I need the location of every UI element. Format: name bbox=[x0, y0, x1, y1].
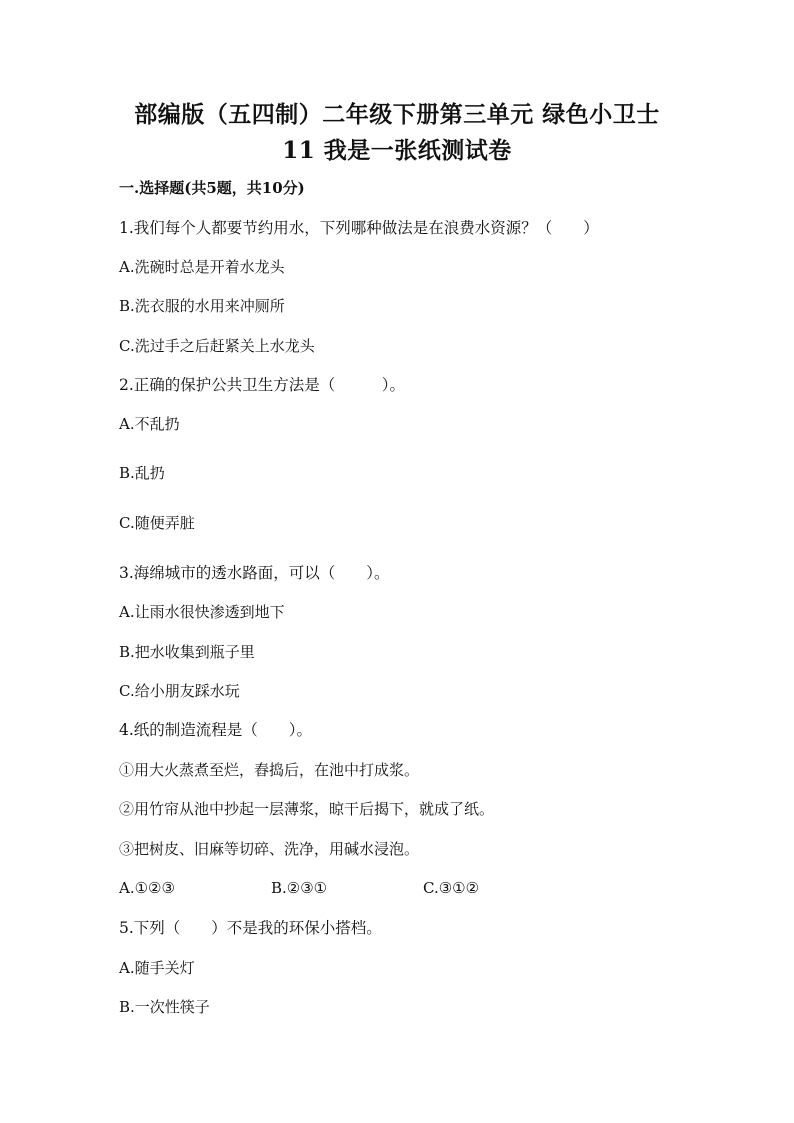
question-4-option-b: B.②③① bbox=[271, 879, 328, 897]
question-3-option-a: A.让雨水很快渗透到地下 bbox=[119, 603, 285, 621]
question-4-option-c: C.③①② bbox=[423, 879, 480, 897]
question-1-option-b: B.洗衣服的水用来冲厕所 bbox=[119, 297, 285, 315]
question-4-stem: 4.纸的制造流程是（ ）。 bbox=[119, 721, 313, 739]
question-5-option-b: B.一次性筷子 bbox=[119, 998, 210, 1016]
exam-title-line-2: 11 我是一张纸测试卷 bbox=[282, 137, 512, 164]
question-1-option-a: A.洗碗时总是开着水龙头 bbox=[119, 258, 285, 276]
question-4-step-2: ②用竹帘从池中抄起一层薄浆，晾干后揭下，就成了纸。 bbox=[119, 800, 495, 818]
question-4-step-3: ③把树皮、旧麻等切碎、洗净，用碱水浸泡。 bbox=[119, 840, 420, 858]
question-1-option-c: C.洗过手之后赶紧关上水龙头 bbox=[119, 337, 315, 355]
question-4-option-a: A.①②③ bbox=[119, 879, 175, 897]
question-1-stem: 1.我们每个人都要节约用水，下列哪种做法是在浪费水资源？（ ） bbox=[119, 219, 599, 237]
question-5-option-a: A.随手关灯 bbox=[119, 959, 195, 977]
question-2-option-b: B.乱扔 bbox=[119, 464, 165, 482]
question-5-stem: 5.下列（ ）不是我的环保小搭档。 bbox=[119, 919, 382, 937]
exam-title-line-1: 部编版（五四制）二年级下册第三单元 绿色小卫士 bbox=[134, 101, 660, 128]
question-2-option-a: A.不乱扔 bbox=[119, 415, 180, 433]
question-2-stem: 2.正确的保护公共卫生方法是（ ）。 bbox=[119, 376, 406, 394]
question-2-option-c: C.随便弄脏 bbox=[119, 514, 195, 532]
question-3-stem: 3.海绵城市的透水路面，可以（ ）。 bbox=[119, 564, 390, 582]
question-4-step-1: ①用大火蒸煮至烂，舂捣后，在池中打成浆。 bbox=[119, 761, 420, 779]
question-3-option-c: C.给小朋友踩水玩 bbox=[119, 682, 240, 700]
section-heading: 一.选择题(共5题，共10分) bbox=[119, 179, 305, 197]
question-3-option-b: B.把水收集到瓶子里 bbox=[119, 643, 255, 661]
